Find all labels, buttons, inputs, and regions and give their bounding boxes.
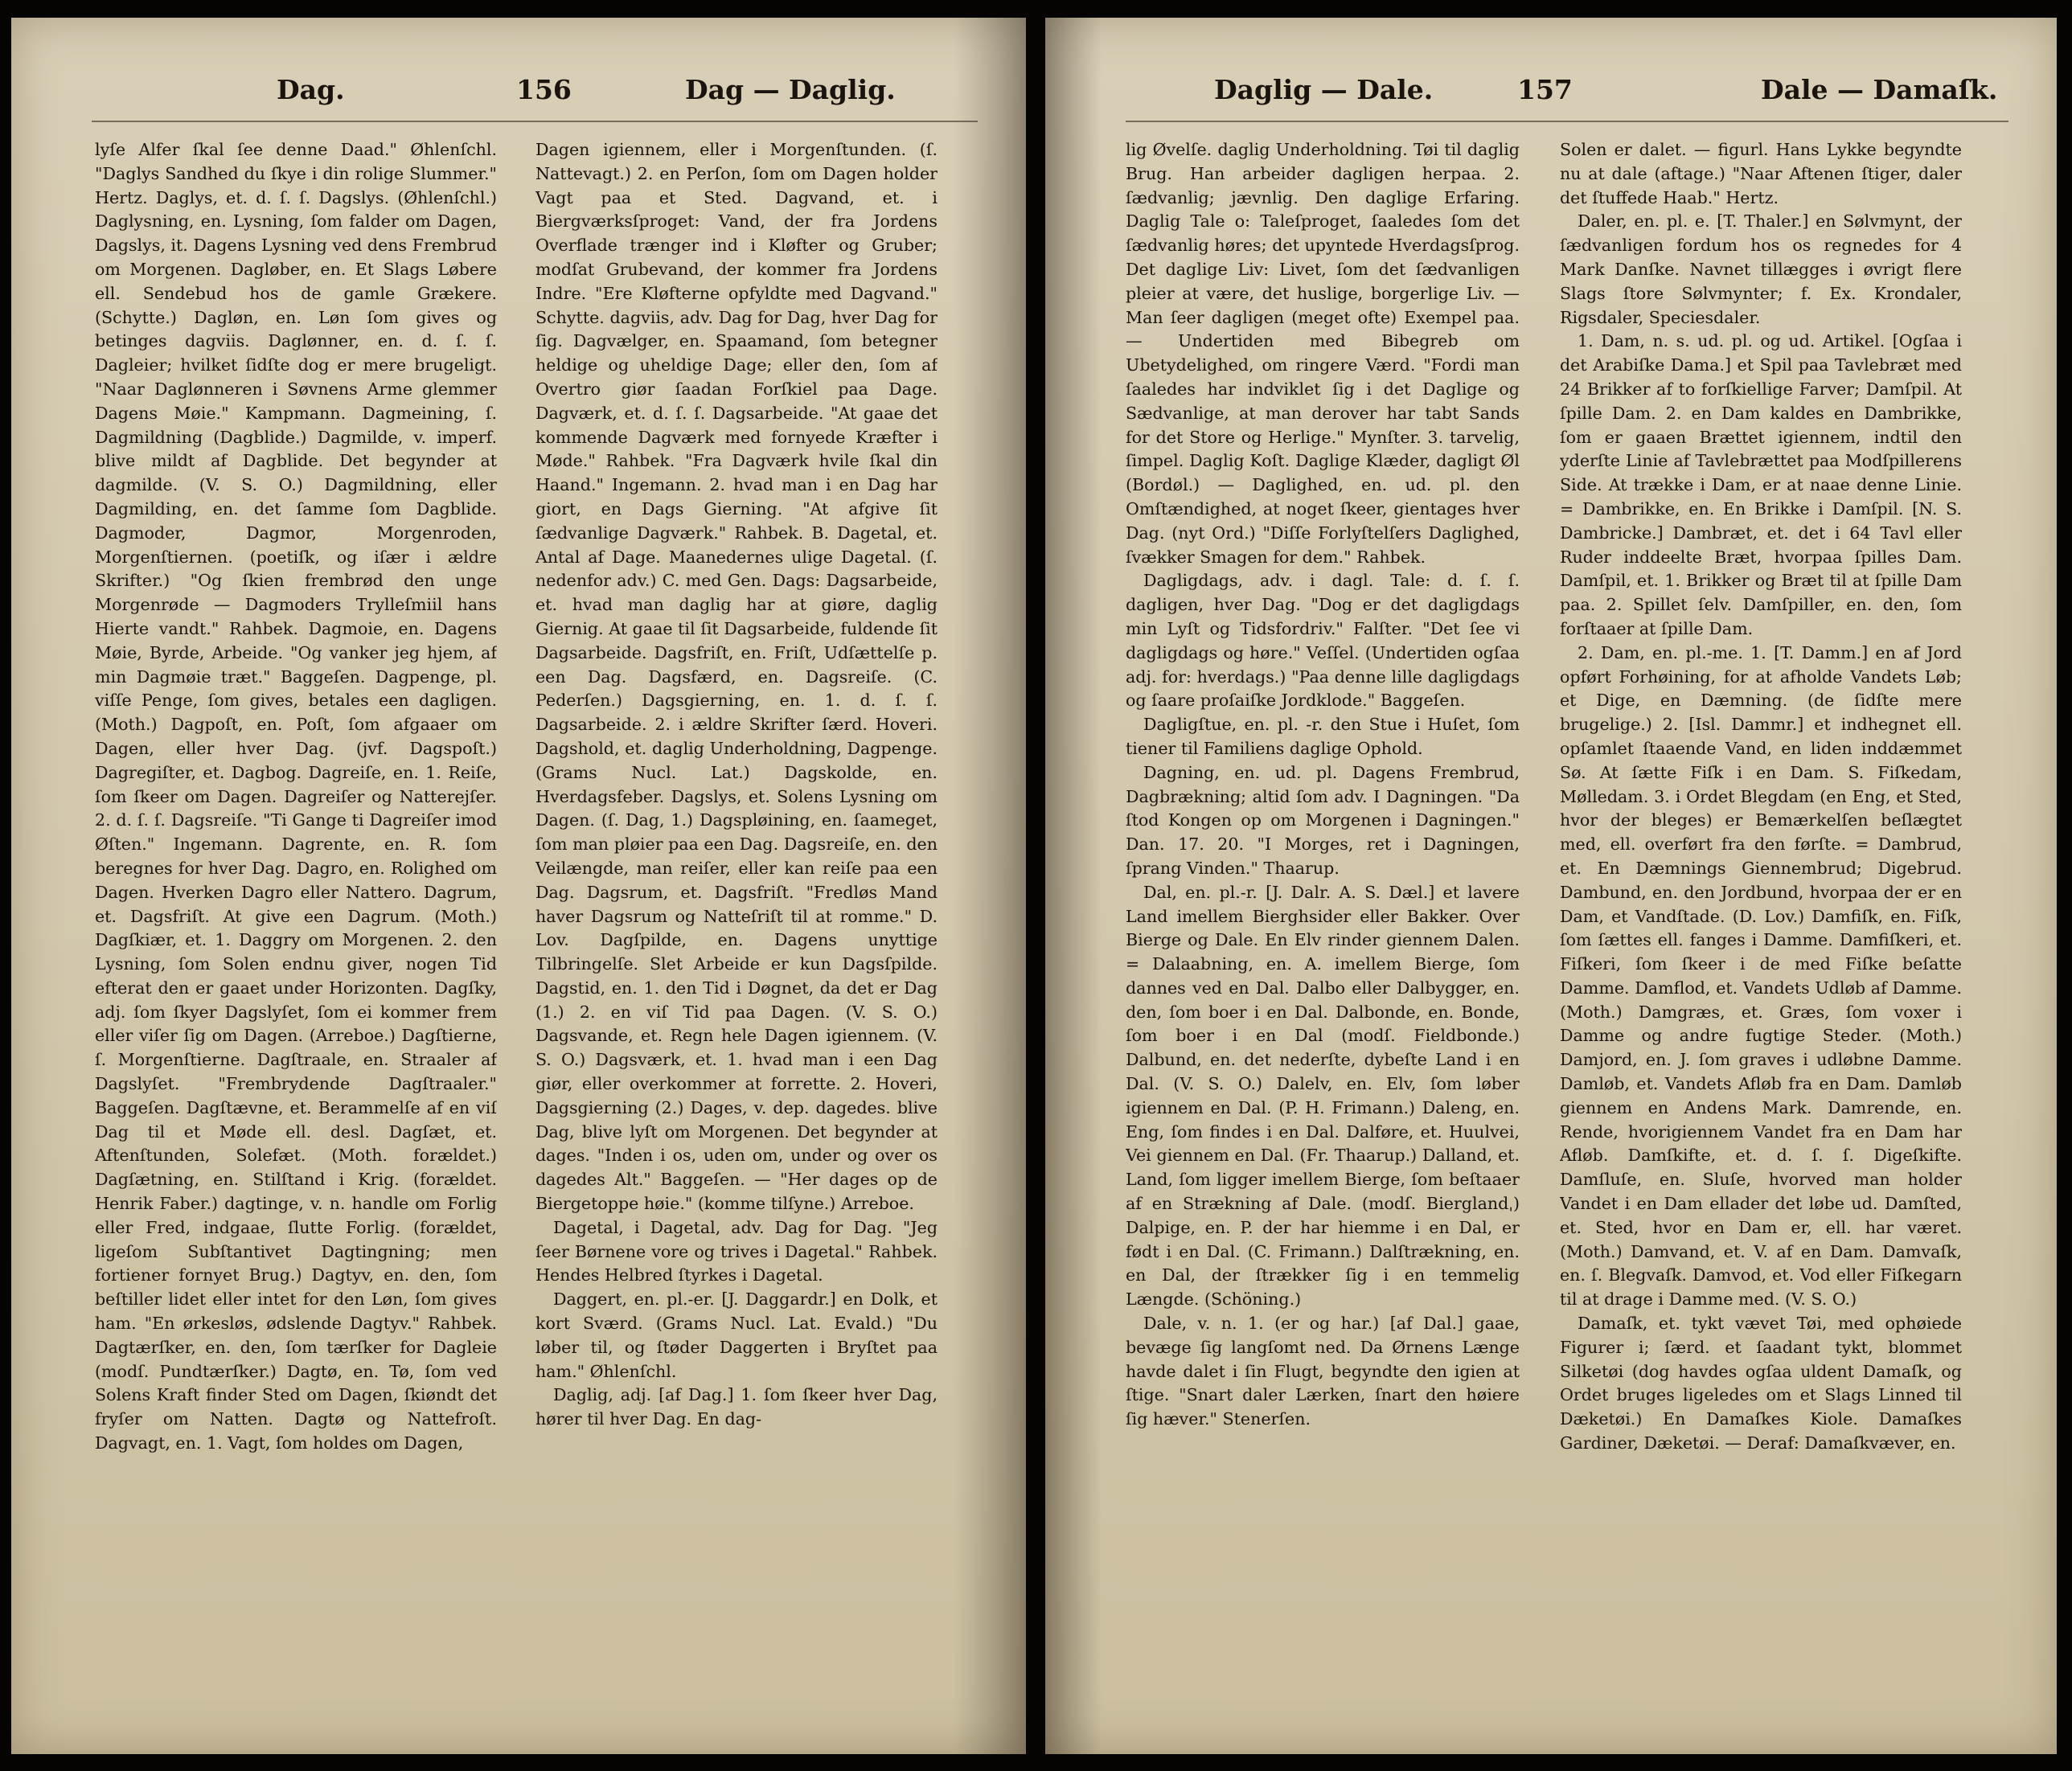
left-page: [11, 18, 1026, 1754]
entry-block: 2. Dam, en. pl.-me. 1. [T. Damm.] en af Jord opført Forhøining, for at afholde Vandets Løb; et Dige, en Dæmning. (de ſidſte mere brugelige.) 2. [Isl. Dammr.] et indhegnet ell. opſamlet ſtaaende Vand, en liden inddæmmet Sø. At ſætte Fiſk i en Dam. S. Fiſkedam, Mølledam. 3. i Ordet Blegdam (en Eng, et Sted, hvor der bleges) er Bemærkelſen beſlægtet med, ell. overført fra den førſte. = Dambrud, et. En Dæmnings Giennembrud; Digebrud. Dambund, en. den Jordbund, hvorpaa der er en Dam, et Vandſtade. (D. Lov.) Damfiſk, en. Fiſk, ſom ſættes ell. fanges i Damme. Damfiſkeri, et. Fiſkeri, ſom ſkeer i de med Fiſke beſatte Damme. Damflod, et. Vandets Udløb af Damme. (Moth.) Damgræs, et. Græs, ſom voxer i Damme og andre fugtige Steder. (Moth.) Damjord, en. J. ſom graves i udløbne Damme. Damløb, et. Vandets Afløb fra en Dam. Damløb giennem en Andens Mark. Damrende, en. Rende, hvorigiennem Vandet fra en Dam har Afløb. Damſkifte, et. d. ſ. ſ. Digeſkifte. Damſluſe, en. Sluſe, hvorved man holder Vandet i en Dam ellader det løbe ud. Damſted, et. Sted, hvor en Dam er, ell. har været. (Moth.) Damvand, et. V. af en Dam. Damvaſk, en. ſ. Blegvaſk. Damvod, et. Vod eller Fiſkegarn til at drage i Damme med. (V. S. O.): [1560, 642, 1962, 1310]
left-header-rule: [92, 121, 978, 122]
entry-block: Daggert, en. pl.-er. [J. Daggardr.] en Dolk, et kort Sværd. (Grams Nucl. Lat. Evald.) "Du løber til, og ſtøder Daggerten i Bryſtet paa ham." Øhlenſchl.: [535, 1289, 938, 1381]
right-header-left: Daglig — Dale.: [1214, 74, 1434, 105]
entry-block: 1. Dam, n. s. ud. pl. og ud. Artikel. [Ogſaa i det Arabiſke Dama.] et Spil paa Tavlebræt med 24 Brikker af to forſkiellige Farver; Damſpil. At ſpille Dam. 2. en Dam kaldes en Dambrikke, ſom er gaaen Brættet igiennem, indtil den yderſte Linie af Tavlebrættet paa Modſpillerens Side. At trække i Dam, er at naae denne Linie. = Dambrikke, en. En Brikke i Damſpil. [N. S. Dambricke.] Dambræt, et. det i 64 Tavl eller Ruder inddeelte Bræt, hvorpaa ſpilles Dam. Damſpil, et. 1. Brikker og Bræt til at ſpille Dam paa. 2. Spillet ſelv. Damſpiller, en. den, ſom forſtaaer at ſpille Dam.: [1560, 331, 1962, 638]
entry-block: Dal, en. pl.-r. [J. Dalr. A. S. Dæl.] et lavere Land imellem Bierghsider eller Bakker. Over Bierge og Dale. En Elv rinder giennem Dalen. = Dalaabning, en. A. imellem Bierge, ſom dannes ved en Dal. Dalbo eller Dalbygger, en. den, ſom boer i en Dal. Dalbonde, en. Bonde, ſom boer i en Dal (modſ. Fieldbonde.) Dalbund, en. det nederſte, dybeſte Land i en Dal. (V. S. O.) Dalelv, en. Elv, ſom løber igiennem en Dal. (P. H. Frimann.) Daleng, en. Eng, ſom findes i en Dal. Dalføre, et. Huulvei, Vei giennem en Dal. (Fr. Thaarup.) Dalland, et. Land, ſom ligger imellem Bierge, ſom beſtaaer af en Strækning af Dale. (modſ. Bierglandˌ) Dalpige, en. P. der har hiemme i en Dal, er født i en Dal. (C. Frimann.) Dalſtrækning, en. en Dal, der ſtrækker ſig i en temmelig Længde. (Schöning.): [1126, 882, 1520, 1310]
right-header-rule: [1126, 121, 2008, 122]
right-page-number: 157: [1517, 74, 1573, 105]
right-page: [1045, 18, 2057, 1754]
entry-block: Dagning, en. ud. pl. Dagens Frembrud, Dagbrækning; altid ſom adv. I Dagningen. "Da ſtod Kongen op om Morgenen i Dagningen." Dan. 17. 20. "I Morges, ret i Dagningen, ſprang Vinden." Thaarup.: [1126, 762, 1520, 878]
right-header-right: Dale — Damaſk.: [1761, 74, 1998, 105]
left-column-2: [535, 138, 938, 1730]
right-column-2: [1560, 138, 1962, 1730]
entry-block: Dagligſtue, en. pl. -r. den Stue i Huſet, ſom tiener til Familiens daglige Ophold.: [1126, 715, 1520, 758]
entry-block: Dagetal, i Dagetal, adv. Dag for Dag. "Jeg ſeer Børnene vore og trives i Dagetal." Rahbek. Hendes Helbred ſtyrkes i Dagetal.: [535, 1217, 938, 1285]
left-page-number: 156: [516, 74, 572, 105]
entry-block: lig Øvelſe. daglig Underholdning. Tøi til daglig Brug. Han arbeider dagligen herpaa. 2. ſædvanlig; jævnlig. Den daglige Erfaring. Daglig Tale o: Taleſproget, ſaaledes ſom det ſædvanlig høres; det upyntede Hverdagsſprog. Det daglige Liv: Livet, ſom det ſædvanligen pleier at være, det huslige, borgerlige Liv. — Man ſeer dagligen (meget ofte) Exempel paa. — Undertiden med Bibegreb om Ubetydelighed, om ringere Værd. "Fordi man ſaaledes har indviklet ſig i det Daglige og Sædvanlige, at man derover har tabt Sands for det Store og Herlige." Mynſter. 3. tarvelig, ſimpel. Daglig Koſt. Daglige Klæder, dagligt Øl (Bordøl.) — Daglighed, en. ud. pl. den Omſtændighed, at noget ſkeer, gientages hver Dag. (nyt Ord.) "Diſſe Forlyſtelſers Daglighed, ſvækker Smagen for dem." Rahbek.: [1126, 140, 1520, 567]
entry-block: Damaſk, et. tykt vævet Tøi, med ophøiede Figurer i; ſærd. et ſaadant tykt, blommet Silketøi (dog havdes ogſaa uldent Damaſk, og Ordet bruges ligeledes om et Slags Linned til Dæketøi.) En Damaſkes Kiole. Damaſkes Gardiner, Dæketøi. — Deraf: Damaſkvæver, en.: [1560, 1314, 1962, 1453]
entry-block: Daglig, adj. [af Dag.] 1. ſom ſkeer hver Dag, hører til hver Dag. En dag-: [535, 1385, 938, 1429]
entry-block: Daler, en. pl. e. [T. Thaler.] en Sølvmynt, der ſædvanligen fordum hos os regnedes for 4 Mark Danſke. Navnet tillægges i øvrigt flere Slags ſtore Sølvmynter; f. Ex. Krondaler, Rigsdaler, Speciesdaler.: [1560, 211, 1962, 327]
left-page-header: [92, 74, 978, 113]
left-column-1: [95, 138, 497, 1730]
right-page-header: [1126, 74, 2008, 113]
entry-block: lyſe Alfer ſkal ſee denne Daad." Øhlenſchl. "Daglys Sandhed du ſkye i din rolige Slummer." Hertz. Daglys, et. d. ſ. ſ. Dagslys. (Øhlenſchl.) Daglysning, en. Lysning, ſom falder om Dagen, Dagslys, it. Dagens Lysning ved dens Frembrud om Morgenen. Dagløber, en. Et Slags Løbere ell. Sendebud hos de gamle Grækere. (Schytte.) Dagløn, en. Løn ſom gives og betinges dagviis. Daglønner, en. d. ſ. ſ. Dagleier; hvilket ſidſte dog er mere brugeligt. "Naar Daglønneren i Søvnens Arme glemmer Dagens Møie." Kampmann. Dagmeining, ſ. Dagmildning (Dagblide.) Dagmilde, v. imperf. blive mildt af Dagblide. Det begynder at dagmilde. (V. S. O.) Dagmildning, eller Dagmilding, en. det ſamme ſom Dagblide. Dagmoder, Dagmor, Morgenroden, Morgenſtiernen. (poetiſk, og iſær i ældre Skrifter.) "Og ſkien frembrød den unge Morgenrøde — Dagmoders Trylleſmiil hans Hierte vandt." Rahbek. Dagmoie, en. Dagens Møie, Byrde, Arbeide. "Og vanker jeg hjem, af min Dagmøie træt." Baggeſen. Dagpenge, pl. viſſe Penge, ſom gives, betales een dagligen. (Moth.) Dagpoſt, en. Poſt, ſom afgaaer om Dagen, eller hver Dag. (jvf. Dagspoſt.) Dagregiſter, et. Dagbog. Dagreiſe, en. 1. Reiſe, ſom ſkeer om Dagen. Dagreiſer og Natterejſer. 2. d. ſ. ſ. Dagsreiſe. "Ti Gange ti Dagreiſer imod Øſten." Ingemann. Dagrente, en. R. ſom beregnes for hver Dag. Dagro, en. Rolighed om Dagen. Hverken Dagro eller Nattero. Dagrum, et. Dagsfriſt. At give een Dagrum. (Moth.) Dagſkiær, et. 1. Daggry om Morgenen. 2. den Lysning, ſom Solen endnu giver, nogen Tid efterat den er gaaet under Horizonten. Dagſky, adj. ſom ſkyer Dagslyſet, ſom ei kommer frem eller viſer ſig om Dagen. (Arreboe.) Dagſtierne, ſ. Morgenſtierne. Dagſtraale, en. Straaler af Dagslyſet. "Frembrydende Dagſtraaler." Baggeſen. Dagſtævne, et. Berammelſe af en viſ Dag til et Møde ell. desl. Dagſæt, et. Aftenſtunden, Solefæt. (Moth. forældet.) Dagſætning, en. Stilſtand i Krig. (forældet. Henrik Faber.) dagtinge, v. n. handle om Forlig eller Fred, indgaae, ſlutte Forlig. (forældet, ligeſom Subſtantivet Dagtingning; men fortiener fornyet Brug.) Dagtyv, en. den, ſom beſtiller lidet eller intet for den Løn, ſom gives ham. "En ørkesløs, ødslende Dagtyv." Rahbek. Dagtærſker, en. den, ſom tærſker for Dagleie (modſ. Pundtærſker.) Dagtø, en. Tø, ſom ved Solens Kraft finder Sted om Dagen, ſkiøndt det fryſer om Natten. Dagtø og Nattefroſt. Dagvagt, en. 1. Vagt, ſom holdes om Dagen,: [95, 140, 497, 1453]
entry-block: Solen er dalet. — figurl. Hans Lykke begyndte nu at dale (aftage.) "Naar Aftenen ſtiger, daler det ſtuffede Haab." Hertz.: [1560, 140, 1962, 207]
right-column-1: [1126, 138, 1520, 1730]
left-header-left: Dag.: [277, 74, 345, 105]
left-header-right: Dag — Daglig.: [685, 74, 896, 105]
entry-block: Dale, v. n. 1. (er og har.) [af Dal.] gaae, bevæge ſig langſomt ned. Da Ørnens Længe havde dalet i ſin Flugt, begyndte den igien at ſtige. "Snart daler Lærken, ſnart den høiere ſig hæver." Stenerſen.: [1126, 1314, 1520, 1429]
entry-block: Dagligdags, adv. i dagl. Tale: d. ſ. ſ. dagligen, hver Dag. "Dog er det dagligdags min Lyſt og Tidsfordriv." Falſter. "Det ſee vi dagligdags og høre." Veſſel. (Undertiden ogſaa adj. for: hverdags.) "Paa denne lille dagligdags og ſaare proſaiſke Jordklode." Baggeſen.: [1126, 571, 1520, 711]
entry-block: Dagen igiennem, eller i Morgenſtunden. (ſ. Nattevagt.) 2. en Perſon, ſom om Dagen holder Vagt paa et Sted. Dagvand, et. i Biergværksſproget: Vand, der fra Jordens Overflade trænger ind i Kløfter og Gruber; modſat Grubevand, der kommer fra Jordens Indre. "Ere Kløfterne opfyldte med Dagvand." Schytte. dagviis, adv. Dag for Dag, hver Dag for ſig. Dagvælger, en. Spaamand, ſom betegner heldige og uheldige Dage; eller den, ſom af Overtro giør ſaadan Forſkiel paa Dage. Dagværk, et. d. ſ. ſ. Dagsarbeide. "At gaae det kommende Dagværk med fornyede Kræfter i Møde." Rahbek. "Fra Dagværk hvile ſkal din Haand." Ingemann. 2. hvad man i en Dag har giort, en Dags Gierning. "At afgive ſit ſædvanlige Dagværk." Rahbek. B. Dagetal, et. Antal af Dage. Maanedernes ulige Dagetal. (ſ. nedenfor adv.) C. med Gen. Dags: Dagsarbeide, et. hvad man daglig har at giøre, daglig Giernig. At gaae til ſit Dagsarbeide, fuldende ſit Dagsarbeide. Dagsfriſt, en. Friſt, Udſættelſe p. een Dag. Dagsfærd, en. Dagsreiſe. (C. Pederſen.) Dagsgierning, en. 1. d. ſ. ſ. Dagsarbeide. 2. i ældre Skrifter ſærd. Hoveri. Dagshold, et. daglig Underholdning, Dagpenge. (Grams Nucl. Lat.) Dagskolde, en. Hverdagsfeber. Dagslys, et. Solens Lysning om Dagen. (ſ. Dag, 1.) Dagspløining, en. ſaameget, ſom man pløier paa een Dag. Dagsreiſe, en. den Veilængde, man reiſer, eller kan reiſe paa een Dag. Dagsrum, et. Dagsfriſt. "Fredløs Mand haver Dagsrum og Natteſriſt til at romme." D. Lov. Dagſpilde, en. Dagens unyttige Tilbringelſe. Slet Arbeide er kun Dagsſpilde. Dagstid, en. 1. den Tid i Døgnet, da det er Dag (1.) 2. en viſ Tid paa Dagen. (V. S. O.) Dagsvande, et. Regn hele Dagen igiennem. (V. S. O.) Dagsværk, et. 1. hvad man i een Dag giør, eller overkommer at forrette. 2. Hoveri, Dagsgierning (2.) Dages, v. dep. dagedes. blive Dag, blive lyſt om Morgenen. Det begynder at dages. "Inden i os, uden om, under og over os dagedes Alt." Baggeſen. — "Her dages op de Biergetoppe høie." (komme tilſyne.) Arreboe.: [535, 140, 938, 1214]
